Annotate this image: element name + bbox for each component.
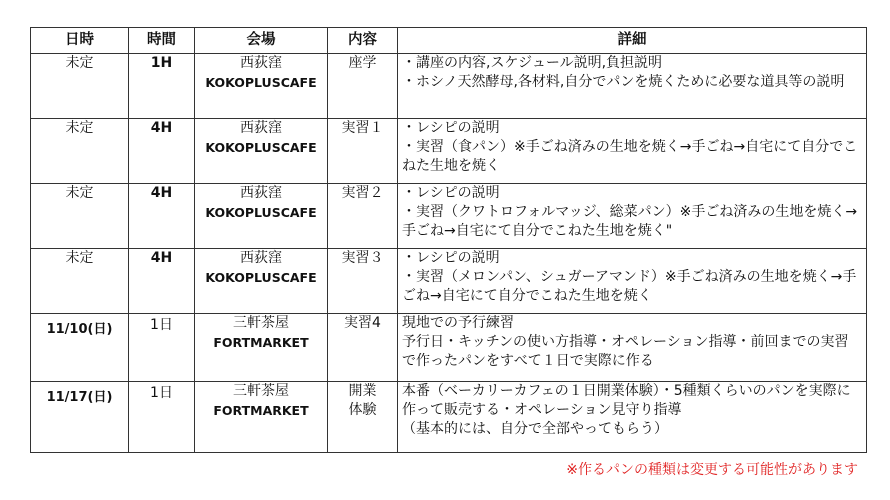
table-row (31, 382, 867, 453)
venue-jp: 西荻窪 (240, 250, 282, 266)
detail-cell (398, 184, 867, 249)
date-cell: 未定 (31, 184, 129, 249)
detail-line: ・ホシノ天然酵母,各材料,自分でパンを焼くために必要な道具等の説明 (402, 74, 845, 90)
content-cell: 実習３ (328, 249, 398, 314)
content-cell: 開業 体験 (328, 382, 398, 453)
time-cell: 1日 (129, 314, 195, 382)
header-date: 日時 (31, 28, 129, 54)
content-cell: 座学 (328, 54, 398, 119)
table-row (31, 314, 867, 382)
venue-en: KOKOPLUSCAFE (205, 140, 317, 155)
venue-jp: 西荻窪 (240, 120, 282, 136)
time-cell: 1H (129, 54, 195, 119)
venue-cell (195, 249, 328, 314)
header-venue: 会場 (195, 28, 328, 54)
venue-cell (195, 314, 328, 382)
venue-en: FORTMARKET (213, 403, 309, 418)
detail-line: 予行日・キッチンの使い方指導・オペレーション指導・前回までの実習で作ったパンをすべて１日で実際に作る (402, 334, 849, 369)
header-detail: 詳細 (398, 28, 867, 54)
venue-jp: 西荻窪 (240, 185, 282, 201)
detail-line: ・レシピの説明 (402, 120, 500, 136)
table-row (31, 54, 867, 119)
venue-jp: 三軒茶屋 (233, 383, 289, 399)
header-content: 内容 (328, 28, 398, 54)
venue-en: FORTMARKET (213, 335, 309, 350)
time-cell: 4H (129, 184, 195, 249)
date-cell: 未定 (31, 119, 129, 184)
detail-line: ・実習（食パン）※手ごね済みの生地を焼く→手ごね→自宅にて自分でこねた生地を焼く (402, 139, 858, 174)
date-cell: 11/17(日) (31, 382, 129, 453)
venue-jp: 三軒茶屋 (233, 315, 289, 331)
table-row (31, 249, 867, 314)
header-row (31, 28, 867, 54)
venue-cell (195, 54, 328, 119)
table-row (31, 119, 867, 184)
venue-en: KOKOPLUSCAFE (205, 270, 317, 285)
header-time: 時間 (129, 28, 195, 54)
detail-line: 本番（ベーカリーカフェの１日開業体験）・5種類くらいのパンを実際に作って販売する・オペレーション見守り指導 (402, 383, 851, 418)
detail-cell (398, 54, 867, 119)
detail-line: ・実習（クワトロフォルマッジ、総菜パン）※手ごね済みの生地を焼く→手ごね→自宅にて自分でこねた生地を焼く" (402, 204, 858, 239)
time-cell: 4H (129, 119, 195, 184)
footnote: ※作るパンの種類は変更する可能性があります (566, 462, 858, 478)
detail-line: ・講座の内容,スケジュール説明,負担説明 (402, 55, 663, 71)
time-cell: 1日 (129, 382, 195, 453)
detail-line: ・レシピの説明 (402, 250, 500, 266)
detail-line: （基本的には、自分で全部やってもらう） (402, 421, 668, 437)
content-cell: 実習4 (328, 314, 398, 382)
detail-cell (398, 119, 867, 184)
detail-cell (398, 382, 867, 453)
table-row (31, 184, 867, 249)
time-cell: 4H (129, 249, 195, 314)
detail-line: ・レシピの説明 (402, 185, 500, 201)
venue-en: KOKOPLUSCAFE (205, 75, 317, 90)
venue-cell (195, 382, 328, 453)
venue-cell (195, 184, 328, 249)
detail-line: 現地での予行練習 (402, 315, 514, 331)
date-cell: 未定 (31, 249, 129, 314)
venue-en: KOKOPLUSCAFE (205, 205, 317, 220)
detail-cell (398, 249, 867, 314)
venue-jp: 西荻窪 (240, 55, 282, 71)
detail-line: ・実習（メロンパン、シュガーアマンド）※手ごね済みの生地を焼く→手ごね→自宅にて自分でこねた生地を焼く (402, 269, 857, 304)
date-cell: 11/10(日) (31, 314, 129, 382)
content-cell: 実習２ (328, 184, 398, 249)
date-cell: 未定 (31, 54, 129, 119)
detail-cell (398, 314, 867, 382)
schedule-table (30, 27, 867, 453)
venue-cell (195, 119, 328, 184)
content-cell: 実習１ (328, 119, 398, 184)
